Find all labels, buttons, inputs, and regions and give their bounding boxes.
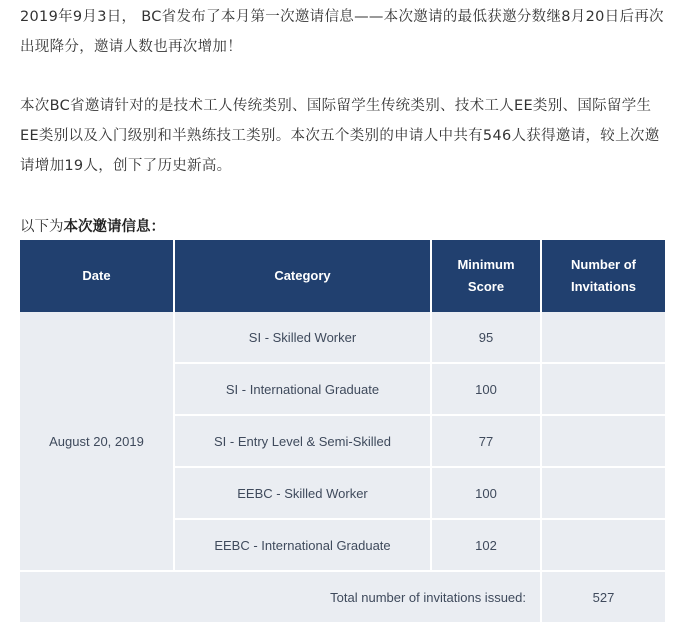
invitation-table [20,240,665,624]
category-cell: EEBC - Skilled Worker [174,467,431,519]
header-invitations-line1: Number of [571,257,636,272]
header-category: Category [174,240,431,312]
score-cell: 95 [431,312,541,363]
table-intro-prefix: 以下为 [20,219,64,235]
category-cell: SI - Skilled Worker [174,312,431,363]
category-cell: SI - Entry Level & Semi-Skilled [174,415,431,467]
category-cell: EEBC - International Graduate [174,519,431,571]
invitations-cell [541,415,665,467]
article-paragraph-1: 2019年9月3日， BC省发布了本月第一次邀请信息——本次邀请的最低获邀分数继8月20日后再次出现降分，邀请人数也再次增加！ [20,9,664,55]
header-invitations [541,240,665,312]
invitations-cell [541,363,665,415]
draw-date-cell: August 20, 2019 [20,312,174,571]
invitations-cell [541,519,665,571]
score-cell: 100 [431,363,541,415]
table-intro-bold: 本次邀请信息： [63,219,165,235]
table-row [20,312,665,363]
score-cell: 102 [431,519,541,571]
article-paragraph-2: 本次BC省邀请针对的是技术工人传统类别、国际留学生传统类别、技术工人EE类别、国际留学生EE类别以及入门级别和半熟练技工类别。本次五个类别的申请人中共有546人获得邀请，较上次邀请增加19人，创下了历史新高。 [20,98,660,174]
header-date: Date [20,240,174,312]
total-label: Total number of invitations issued: [20,571,541,623]
category-cell: SI - International Graduate [174,363,431,415]
header-invitations-line2: Invitations [570,279,636,294]
invitations-cell [541,312,665,363]
header-min-score-line2: Score [467,279,505,294]
score-cell: 100 [431,467,541,519]
header-min-score [431,240,541,312]
total-value: 527 [541,571,665,623]
header-min-score-line1: Minimum [457,257,515,272]
table-intro [20,212,165,242]
score-cell: 77 [431,415,541,467]
invitations-cell [541,467,665,519]
table-header-row [20,240,665,312]
total-row [20,571,665,623]
